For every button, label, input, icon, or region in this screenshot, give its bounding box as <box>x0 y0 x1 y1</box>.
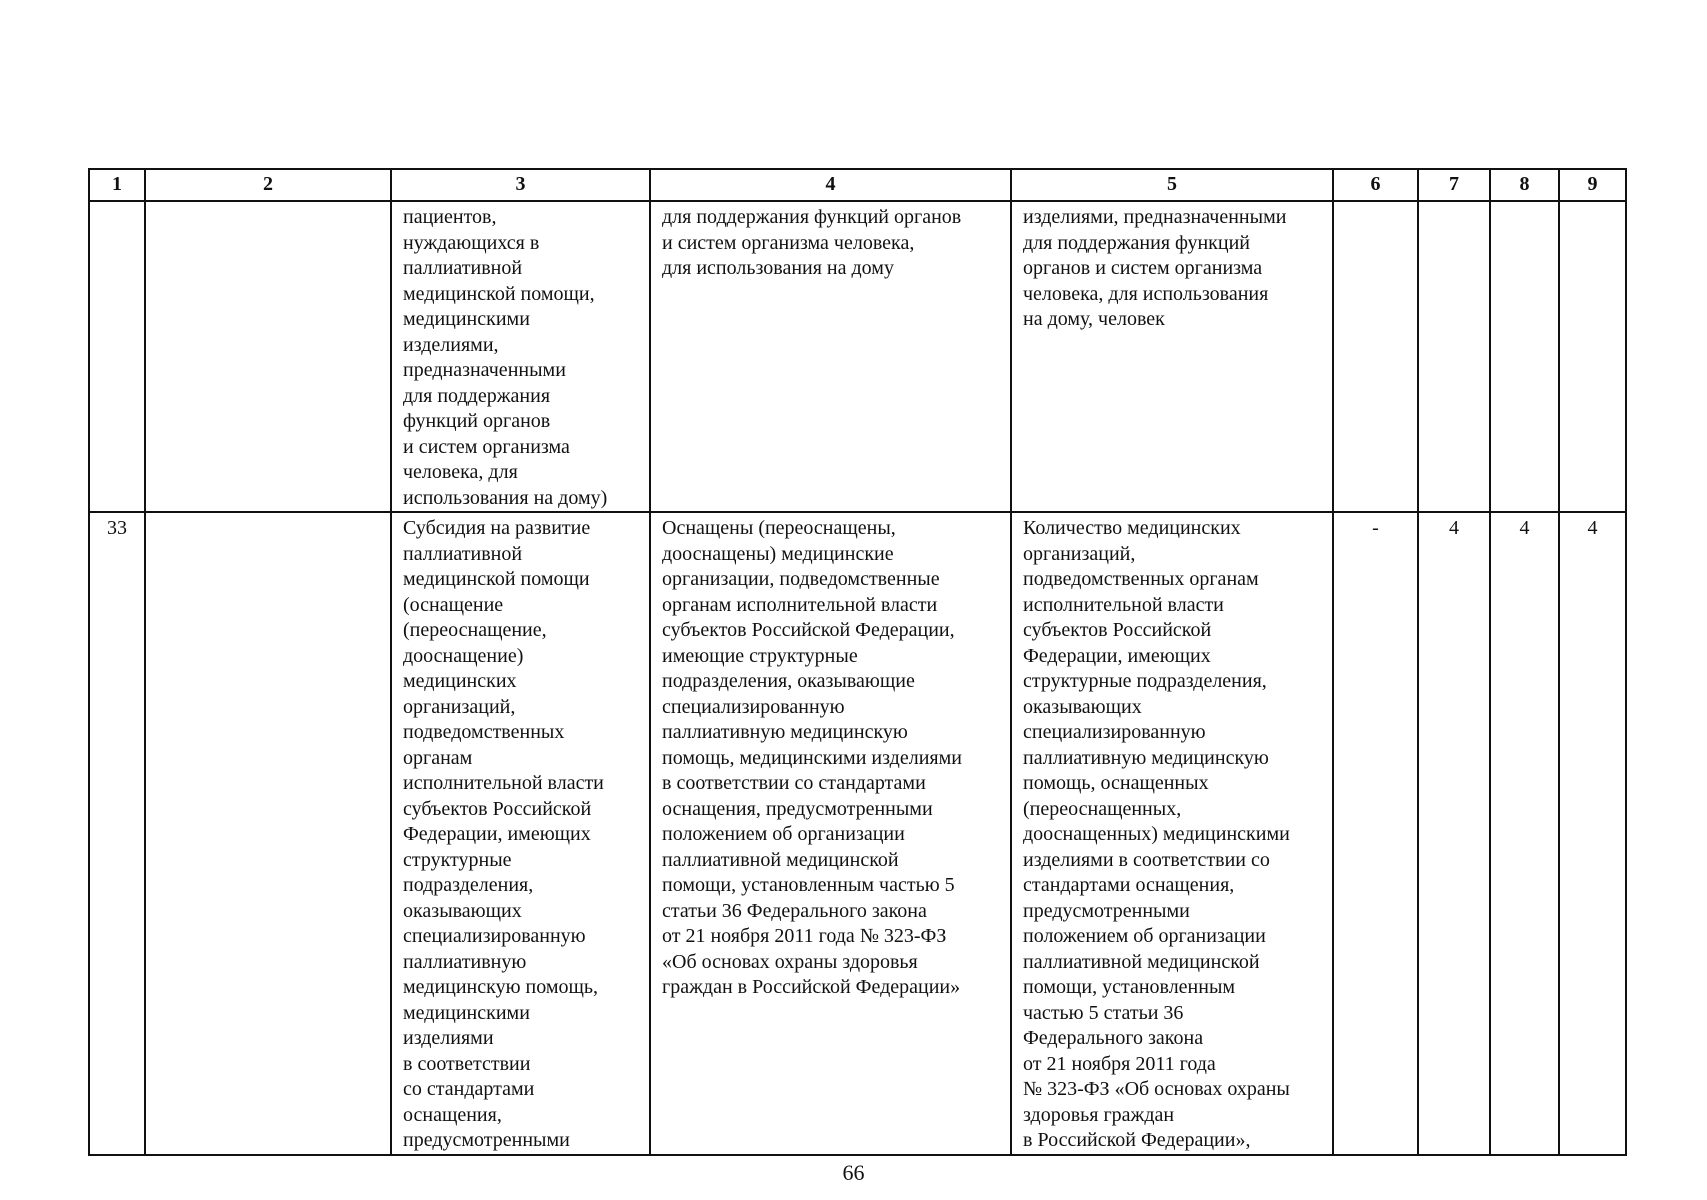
cell-text-line: структурные подразделения, <box>1023 670 1267 692</box>
cell-text-line: помощи, установленным <box>1023 976 1236 998</box>
table-cell-col-5 <box>1011 201 1333 512</box>
cell-text-line: граждан в Российской Федерации» <box>662 976 961 998</box>
cell-text-line: Субсидия на развитие <box>403 517 591 539</box>
cell-text-line: паллиативную медицинскую <box>662 721 908 743</box>
cell-text-line: организации, подведомственные <box>662 568 940 590</box>
cell-text-line: изделиями, предназначенными <box>1023 206 1287 228</box>
document-table <box>88 168 1627 1156</box>
table-cell-col-6: - <box>1333 512 1418 1155</box>
table-cell-col-2 <box>145 512 391 1155</box>
cell-text-line: пациентов, <box>403 206 497 228</box>
cell-text-line: организаций, <box>403 695 516 718</box>
table-cell-col-7 <box>1418 201 1490 512</box>
table-cell-col-4 <box>650 201 1011 512</box>
cell-text-line: оказывающих <box>403 899 522 922</box>
cell-text-line: паллиативной <box>403 542 523 565</box>
cell-text-line: оснащения, <box>403 1103 502 1126</box>
cell-text-line: «Об основах охраны здоровья <box>662 950 918 973</box>
cell-text-line: субъектов Российской <box>1023 619 1212 641</box>
cell-text-line: имеющие структурные <box>662 644 858 667</box>
column-header-2: 2 <box>145 169 391 201</box>
cell-text-line: паллиативной <box>403 257 523 279</box>
cell-text-line: подразделения, оказывающие <box>662 670 915 692</box>
cell-text-line: человека, для использования <box>1023 282 1269 305</box>
table-cell-col-3 <box>391 201 650 512</box>
cell-text-line: органам <box>403 746 473 769</box>
cell-text-line: органов и систем организма <box>1023 257 1263 279</box>
cell-text-line: Оснащены (переоснащены, <box>662 517 896 539</box>
cell-text-line: дооснащенных) медицинскими <box>1023 823 1290 845</box>
column-header-7: 7 <box>1418 169 1490 201</box>
cell-text-line: оказывающих <box>1023 695 1142 718</box>
cell-text-line: нуждающихся в <box>403 231 540 254</box>
column-header-5: 5 <box>1011 169 1333 201</box>
cell-text-line: паллиативную медицинскую <box>1023 746 1269 769</box>
cell-text-line: для поддержания функций органов <box>662 206 962 228</box>
table-body <box>89 201 1626 1155</box>
cell-text-line: паллиативную <box>403 950 527 973</box>
table-row <box>89 201 1626 512</box>
cell-text-line: субъектов Российской <box>403 797 592 820</box>
cell-text-line: исполнительной власти <box>403 772 604 794</box>
cell-text-line: для поддержания функций <box>1023 231 1251 254</box>
table-row <box>89 512 1626 1155</box>
cell-text-line: № 323-ФЗ «Об основах охраны <box>1023 1078 1290 1100</box>
cell-text-line: медицинскими <box>403 308 530 330</box>
cell-text-line: положением об организации <box>1023 925 1266 947</box>
column-header-1: 1 <box>89 169 145 201</box>
cell-text-line: для поддержания <box>403 384 551 407</box>
table-cell-col-8: 4 <box>1490 512 1559 1155</box>
table-cell-col-2 <box>145 201 391 512</box>
cell-text-line: здоровья граждан <box>1023 1103 1175 1126</box>
cell-text-line: частью 5 статьи 36 <box>1023 1001 1184 1024</box>
cell-text-line: статьи 36 Федерального закона <box>662 899 927 922</box>
cell-text-line: медицинскими <box>403 1001 530 1024</box>
cell-text-line: изделиями <box>403 1027 494 1049</box>
cell-text-line: структурные <box>403 848 512 871</box>
table-cell-col-9: 4 <box>1559 512 1626 1155</box>
cell-text-line: специализированную <box>1023 721 1206 743</box>
cell-text-line: изделиями, <box>403 333 499 356</box>
cell-text-line: подведомственных органам <box>1023 568 1259 590</box>
cell-text-line: (оснащение <box>403 593 504 616</box>
cell-text-line: дооснащение) <box>403 644 524 667</box>
cell-text-line: в соответствии со стандартами <box>662 772 926 794</box>
cell-text-line: предусмотренными <box>403 1129 570 1151</box>
cell-text-line: в Российской Федерации», <box>1023 1129 1251 1151</box>
cell-text-line: человека, для <box>403 461 518 483</box>
cell-text-line: медицинской помощи, <box>403 282 595 305</box>
cell-text-line: и систем организма <box>403 435 570 458</box>
cell-text-line: организаций, <box>1023 542 1136 565</box>
cell-text-line: медицинской помощи <box>403 568 590 590</box>
cell-text-line: медицинскую помощь, <box>403 976 599 998</box>
cell-text-line: Федерации, имеющих <box>403 823 591 845</box>
cell-text-line: (переоснащение, <box>403 619 547 641</box>
cell-text-line: паллиативной медицинской <box>662 848 899 871</box>
cell-text-line: от 21 ноября 2011 года <box>1023 1052 1216 1075</box>
table-cell-col-9 <box>1559 201 1626 512</box>
column-header-9: 9 <box>1559 169 1626 201</box>
cell-text-line: функций органов <box>403 410 551 432</box>
cell-text-line: подразделения, <box>403 874 534 896</box>
table-cell-col-1: 33 <box>89 512 145 1155</box>
cell-text-line: предусмотренными <box>1023 899 1190 922</box>
table-cell-col-8 <box>1490 201 1559 512</box>
cell-text-line: в соответствии <box>403 1052 531 1075</box>
cell-text-line: специализированную <box>403 925 586 947</box>
cell-text-line: на дому, человек <box>1023 308 1165 330</box>
table-cell-col-7: 4 <box>1418 512 1490 1155</box>
page-number: 66 <box>842 1160 865 1185</box>
column-header-8: 8 <box>1490 169 1559 201</box>
cell-text-line: со стандартами <box>403 1078 535 1100</box>
cell-text-line: и систем организма человека, <box>662 231 915 254</box>
cell-text-line: помощь, оснащенных <box>1023 772 1209 794</box>
column-header-4: 4 <box>650 169 1011 201</box>
cell-text-line: (переоснащенных, <box>1023 797 1182 820</box>
cell-text-line: Федерации, имеющих <box>1023 644 1211 667</box>
cell-text-line: дооснащены) медицинские <box>662 542 894 565</box>
column-header-3: 3 <box>391 169 650 201</box>
cell-text-line: положением об организации <box>662 823 905 845</box>
cell-text-line: от 21 ноября 2011 года № 323-ФЗ <box>662 925 947 947</box>
table-cell-col-5 <box>1011 512 1333 1155</box>
cell-text-line: изделиями в соответствии со <box>1023 848 1270 871</box>
cell-text-line: оснащения, предусмотренными <box>662 797 933 820</box>
table-cell-col-6 <box>1333 201 1418 512</box>
cell-text-line: помощь, медицинскими изделиями <box>662 746 962 769</box>
cell-text-line: паллиативной медицинской <box>1023 950 1260 973</box>
table-cell-col-3 <box>391 512 650 1155</box>
cell-text-line: для использования на дому <box>662 257 894 279</box>
cell-text-line: подведомственных <box>403 721 565 743</box>
cell-text-line: медицинских <box>403 670 517 692</box>
cell-text-line: Федерального закона <box>1023 1027 1204 1049</box>
cell-text-line: субъектов Российской Федерации, <box>662 619 955 641</box>
table-cell-col-1 <box>89 201 145 512</box>
cell-text-line: исполнительной власти <box>1023 593 1224 616</box>
cell-text-line: Количество медицинских <box>1023 517 1241 539</box>
cell-text-line: стандартами оснащения, <box>1023 874 1235 896</box>
cell-text-line: использования на дому) <box>403 486 608 509</box>
table-cell-col-4 <box>650 512 1011 1155</box>
header-row <box>89 169 1626 201</box>
cell-text-line: специализированную <box>662 695 845 718</box>
cell-text-line: органам исполнительной власти <box>662 593 938 616</box>
cell-text-line: предназначенными <box>403 359 566 381</box>
cell-text-line: помощи, установленным частью 5 <box>662 874 955 896</box>
column-header-6: 6 <box>1333 169 1418 201</box>
